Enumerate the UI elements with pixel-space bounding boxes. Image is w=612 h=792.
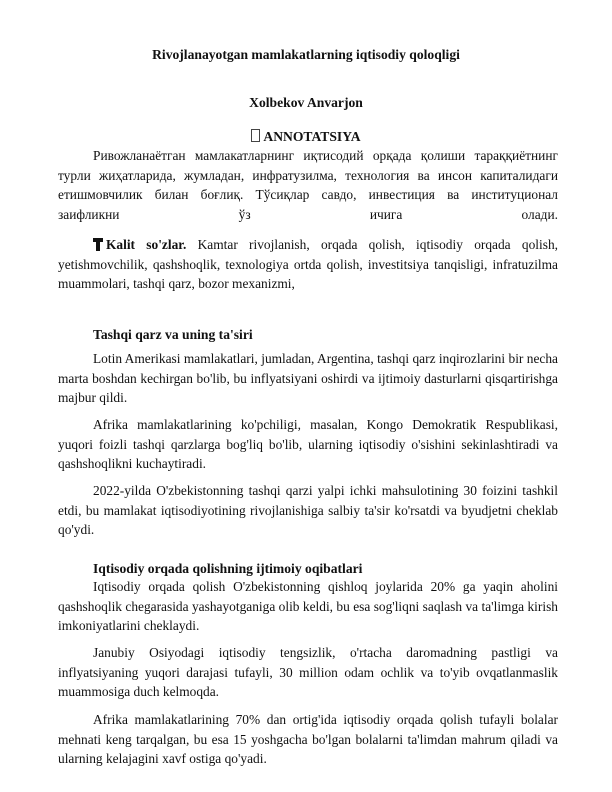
- section1-paragraph-1: Lotin Amerikasi mamlakatlari, jumladan, Argentina, tashqi qarz inqirozlarini bir necha marta boshdan kechirgan bo'lib, bu inflyatsiyani oshirdi va ijtimoiy dasturlarni qisqartirishga majbur qildi.: [58, 351, 558, 406]
- annotation-text: Ривожланаётган мамлакатларнинг иқтисодий орқада қолиши тараққиётнинг турли жиҳатларида, жумладан, инфратузилма, технология ва инсон капиталидаги етишмовчилик билан боғлиқ. Тўсиқлар савдо, инвестиция ва институционал зaифликни ўз ичига олади.: [58, 148, 558, 222]
- section-heading-external-debt: Tashqi qarz va uning ta'siri: [93, 327, 253, 342]
- pin-icon: [93, 238, 103, 251]
- keywords-block: [58, 235, 558, 294]
- section-heading-social-consequences: Iqtisodiy orqada qolishning ijtimoiy oqibatlari: [93, 561, 363, 576]
- author-name: Xolbekov Anvarjon: [249, 95, 363, 110]
- section2-paragraph-1: Iqtisodiy orqada qolish O'zbekistonning qishloq joylarida 20% ga yaqin aholini qashshoqlik chegarasida yashayotganiga olib keldi, bu esa sog'liqni saqlash va ta'limga kirish imkoniyatlarini cheklaydi.: [58, 579, 558, 634]
- keywords-label: Kalit so'zlar.: [106, 237, 187, 252]
- box-icon: [251, 129, 260, 142]
- section1-paragraph-3: 2022-yilda O'zbekistonning tashqi qarzi yalpi ichki mahsulotining 30 foizini tashkil etdi, bu mamlakat iqtisodiyotining rivojlanishiga salbiy ta'sir ko'rsatdi va byudjetni cheklab qo'ydi.: [58, 483, 558, 538]
- paper-title: Rivojlanayotgan mamlakatlarning iqtisodiy qoloqligi: [152, 47, 460, 62]
- keywords-text: Kamtar rivojlanish, orqada qolish, iqtisodiy orqada qolish, yetishmovchilik, qashshoqlik, texnologiya ortda qolish, investitsiya tanqisligi, infratuzilma muammolari, tashqi qarz, bozor mexanizmi,: [58, 237, 558, 292]
- section2-paragraph-3: Afrika mamlakatlarining 70% dan ortig'ida iqtisodiy orqada qolish tufayli bolalar mehnati keng tarqalgan, bu esa 15 yoshgacha bo'lgan bolalarni ta'limdan mahrum qiladi va ularning kelajagini xavf ostiga qo'yadi.: [58, 712, 558, 767]
- annotation-heading-text: ANNOTATSIYA: [263, 129, 361, 144]
- annotation-heading: [0, 127, 612, 147]
- section1-paragraph-2: Afrika mamlakatlarining ko'pchiligi, masalan, Kongo Demokratik Respublikasi, yuqori foizli tashqi qarzlarga bog'liq bo'lib, ularning iqtisodiy o'sishini sekinlashtiradi va qashshoqlikni kuchaytiradi.: [58, 417, 558, 472]
- section2-paragraph-2: Janubiy Osiyodagi iqtisodiy tengsizlik, o'rtacha daromadning pastligi va inflyatsiyaning yuqori darajasi tufayli, 30 million odam ochlik va to'yib ovqatlanmaslik muammosiga duch kelmoqda.: [58, 645, 558, 700]
